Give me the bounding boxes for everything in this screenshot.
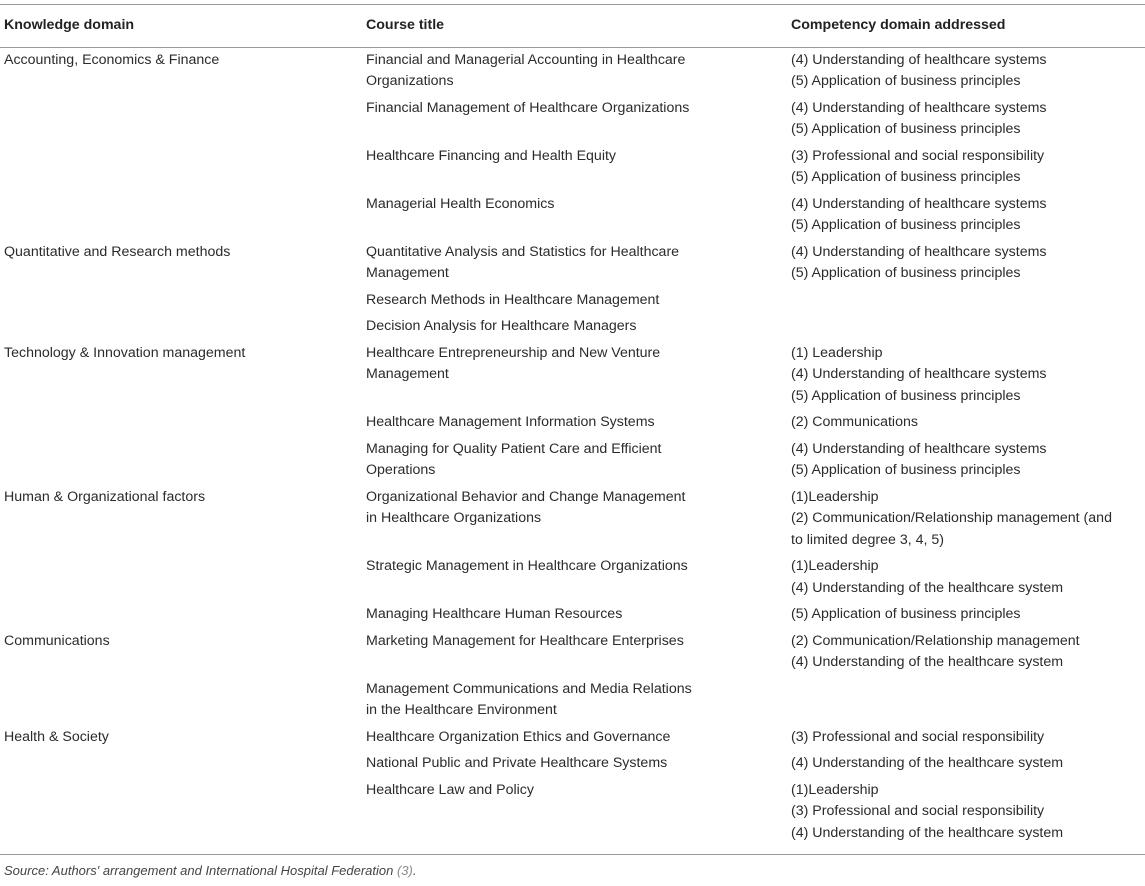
course-title-cell [366, 554, 791, 602]
knowledge-domain-cell [0, 96, 366, 144]
knowledge-domain-text: Communications [4, 632, 110, 649]
course-title-cell [366, 602, 791, 629]
competency-line: (4) Understanding of healthcare systems [791, 440, 1047, 457]
competency-cell [791, 485, 1145, 555]
knowledge-domain-text: Human & Organizational factors [4, 488, 206, 505]
course-title-line: Financial and Managerial Accounting in Healthcare [366, 51, 686, 68]
course-title-line: Decision Analysis for Healthcare Managers [366, 318, 637, 334]
knowledge-domain-cell [0, 485, 366, 555]
competency-cell [791, 47, 1145, 96]
course-title-cell [366, 341, 791, 411]
knowledge-domain-cell [0, 778, 366, 855]
course-title-line: Financial Management of Healthcare Organizations [366, 99, 690, 116]
table-row [0, 677, 1145, 725]
competency-line: (1) Leadership [791, 344, 883, 361]
source-note [4, 863, 416, 878]
course-title-line: Organizational Behavior and Change Management [366, 488, 686, 505]
course-title-line: Research Methods in Healthcare Management [366, 291, 660, 308]
competency-line: (2) Communication/Relationship management (and [791, 510, 1112, 526]
competency-line: (4) Understanding of healthcare systems [791, 99, 1047, 116]
knowledge-domain-cell [0, 725, 366, 752]
knowledge-domain-cell [0, 629, 366, 677]
competency-cell [791, 288, 1145, 315]
knowledge-domain-cell [0, 437, 366, 485]
table-body [0, 47, 1145, 855]
course-title-line: Management [366, 265, 449, 281]
competency-line: to limited degree 3, 4, 5) [791, 531, 944, 548]
course-title-line: Quantitative Analysis and Statistics for Healthcare [366, 243, 680, 260]
knowledge-domain-text: Accounting, Economics & Finance [4, 51, 220, 68]
competency-line: (5) Application of business principles [791, 73, 1021, 89]
course-title-cell [366, 437, 791, 485]
knowledge-domain-cell [0, 314, 366, 341]
competency-cell [791, 410, 1145, 437]
course-title-line: Managing Healthcare Human Resources [366, 606, 623, 622]
table-row [0, 288, 1145, 315]
knowledge-domain-cell [0, 192, 366, 240]
competency-line: (1)Leadership [791, 488, 879, 505]
course-title-line: Managerial Health Economics [366, 195, 555, 212]
course-title-line: National Public and Private Healthcare Systems [366, 755, 668, 771]
table-row [0, 778, 1145, 855]
course-title-cell [366, 725, 791, 752]
competency-line: (5) Application of business principles [791, 462, 1021, 478]
competency-line: (5) Application of business principles [791, 217, 1021, 233]
knowledge-domain-cell [0, 751, 366, 778]
knowledge-domain-text: Technology & Innovation management [4, 344, 246, 361]
course-title-cell [366, 485, 791, 555]
header-row [0, 5, 1145, 48]
competency-cell [791, 96, 1145, 144]
competency-cell [791, 602, 1145, 629]
course-title-cell [366, 47, 791, 96]
knowledge-domain-cell [0, 410, 366, 437]
competency-cell [791, 341, 1145, 411]
competency-line: (3) Professional and social responsibility [791, 147, 1045, 164]
course-title-line: Marketing Management for Healthcare Enterprises [366, 632, 684, 649]
course-title-line: Managing for Quality Patient Care and Efficient [366, 440, 662, 457]
table-row [0, 410, 1145, 437]
competency-line: (4) Understanding of healthcare systems [791, 366, 1047, 382]
course-title-cell [366, 751, 791, 778]
course-title-cell [366, 144, 791, 192]
competency-cell [791, 725, 1145, 752]
course-title-line: Healthcare Entrepreneurship and New Venture [366, 344, 661, 361]
competency-line: (3) Professional and social responsibility [791, 728, 1045, 745]
table-row [0, 192, 1145, 240]
course-title-line: in the Healthcare Environment [366, 702, 557, 718]
competency-line: (4) Understanding of the healthcare system [791, 755, 1064, 771]
competency-cell [791, 192, 1145, 240]
header-competency-domain: Competency domain addressed [791, 5, 1145, 48]
competency-line: (2) Communication/Relationship management [791, 632, 1080, 649]
table-row [0, 602, 1145, 629]
table-row [0, 751, 1145, 778]
competency-line: (5) Application of business principles [791, 121, 1021, 137]
competency-line: (5) Application of business principles [791, 265, 1021, 281]
table-row [0, 437, 1145, 485]
course-title-line: Management Communications and Media Relations [366, 680, 692, 697]
knowledge-domain-cell [0, 47, 366, 96]
competency-cell [791, 629, 1145, 677]
competency-cell [791, 778, 1145, 855]
competency-line: (4) Understanding of the healthcare system [791, 824, 1064, 841]
competency-line: (4) Understanding of the healthcare system [791, 579, 1064, 596]
header-knowledge-domain: Knowledge domain [0, 5, 366, 48]
course-title-cell [366, 240, 791, 288]
course-title-line: Operations [366, 462, 436, 478]
table-row [0, 96, 1145, 144]
competency-table [0, 4, 1145, 855]
competency-cell [791, 751, 1145, 778]
competency-line: (4) Understanding of healthcare systems [791, 51, 1047, 68]
source-reference[interactable]: (3) [396, 863, 413, 878]
source-end: . [412, 863, 417, 878]
course-title-line: Organizations [366, 73, 454, 89]
course-title-cell [366, 96, 791, 144]
source-text: Source: Authors' arrangement and International Hospital Federation [4, 863, 397, 878]
competency-line: (4) Understanding of the healthcare system [791, 654, 1064, 670]
competency-line: (4) Understanding of healthcare systems [791, 195, 1047, 212]
course-title-cell [366, 314, 791, 341]
knowledge-domain-cell [0, 288, 366, 315]
table-row [0, 725, 1145, 752]
header-course-title: Course title [366, 5, 791, 48]
course-title-cell [366, 677, 791, 725]
knowledge-domain-cell [0, 341, 366, 411]
table-row [0, 47, 1145, 96]
competency-cell [791, 554, 1145, 602]
competency-line: (1)Leadership [791, 558, 879, 574]
course-title-line: in Healthcare Organizations [366, 510, 542, 526]
knowledge-domain-cell [0, 144, 366, 192]
knowledge-domain-cell [0, 602, 366, 629]
knowledge-domain-cell [0, 240, 366, 288]
course-title-cell [366, 410, 791, 437]
competency-line: (5) Application of business principles [791, 606, 1021, 622]
competency-cell [791, 144, 1145, 192]
table-row [0, 144, 1145, 192]
table-row [0, 240, 1145, 288]
course-title-line: Healthcare Financing and Health Equity [366, 147, 617, 164]
table-row [0, 554, 1145, 602]
table-row [0, 485, 1145, 555]
competency-line: (4) Understanding of healthcare systems [791, 243, 1047, 260]
knowledge-domain-text: Quantitative and Research methods [4, 243, 231, 260]
competency-cell [791, 314, 1145, 341]
course-title-line: Healthcare Management Information Systems [366, 414, 655, 430]
competency-line: (2) Communications [791, 414, 918, 430]
knowledge-domain-cell [0, 554, 366, 602]
course-title-line: Strategic Management in Healthcare Organizations [366, 558, 688, 574]
table-row [0, 629, 1145, 677]
competency-cell [791, 677, 1145, 725]
knowledge-domain-cell [0, 677, 366, 725]
competency-line: (5) Application of business principles [791, 387, 1021, 404]
competency-line: (5) Application of business principles [791, 169, 1021, 185]
knowledge-domain-text: Health & Society [4, 728, 109, 745]
competency-line: (3) Professional and social responsibility [791, 803, 1045, 819]
table-row [0, 314, 1145, 341]
competency-cell [791, 240, 1145, 288]
course-title-cell [366, 778, 791, 855]
competency-line: (1)Leadership [791, 781, 879, 798]
course-title-cell [366, 629, 791, 677]
course-title-line: Healthcare Organization Ethics and Governance [366, 728, 671, 745]
course-title-cell [366, 192, 791, 240]
table-row [0, 341, 1145, 411]
course-title-line: Management [366, 366, 449, 382]
competency-cell [791, 437, 1145, 485]
course-title-line: Healthcare Law and Policy [366, 781, 534, 798]
course-title-cell [366, 288, 791, 315]
